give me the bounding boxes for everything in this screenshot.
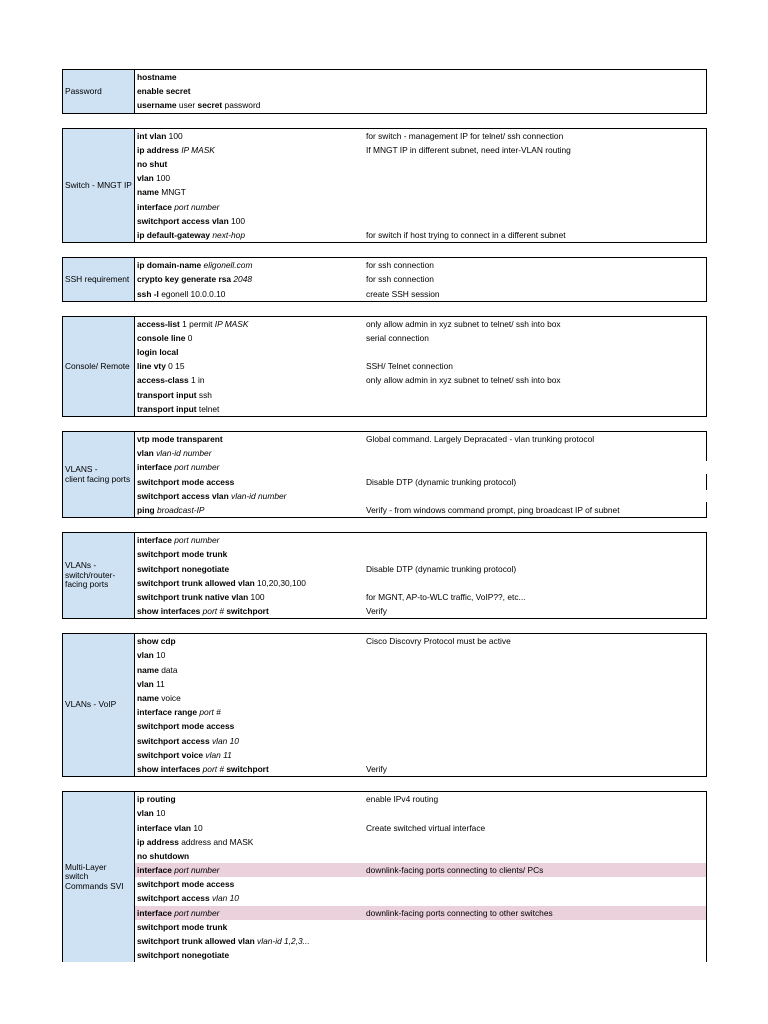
command-cell — [135, 361, 366, 371]
note-cell: Cisco Discovry Protocol must be active — [366, 636, 511, 647]
command-keyword: vtp mode transparent — [137, 434, 223, 445]
command-cell — [135, 260, 366, 270]
section-label-text: VLANS - client facing ports — [65, 464, 131, 484]
command-argument: egonell 10.0.0.10 — [158, 288, 226, 299]
command-argument: port number — [171, 535, 220, 546]
table-row — [135, 877, 706, 891]
command-keyword: switchport access — [137, 735, 210, 746]
command-argument: eligonell.com — [201, 260, 253, 271]
command-keyword: switchport trunk native vlan — [137, 591, 249, 602]
command-cell — [135, 333, 366, 343]
section-label — [63, 317, 135, 416]
table-row — [135, 489, 706, 503]
command-cell — [135, 289, 366, 299]
table-row — [135, 402, 706, 416]
table-row — [135, 98, 706, 112]
section-label-text: SSH requirement — [65, 273, 130, 284]
command-cell — [135, 230, 366, 240]
command-keyword: interface vlan — [137, 822, 191, 833]
command-argument: address and MASK — [178, 836, 254, 847]
table-row — [135, 762, 706, 776]
command-cell — [135, 564, 366, 574]
note-cell: downlink-facing ports connecting to clients/ PCs — [366, 865, 544, 876]
note-cell: create SSH session — [366, 288, 440, 299]
command-keyword: ssh -l — [137, 288, 159, 299]
command-keyword: interface range — [137, 707, 198, 718]
table-row — [135, 460, 706, 474]
command-keyword: interface — [137, 462, 172, 473]
command-cell — [135, 650, 366, 660]
command-argument: port # — [200, 606, 225, 617]
command-keyword: vlan — [137, 678, 154, 689]
section-label — [63, 792, 135, 962]
table-row — [135, 748, 706, 762]
table-row — [135, 934, 706, 948]
command-keyword: switchport mode trunk — [137, 549, 228, 560]
command-keyword: name — [137, 693, 159, 704]
section-label — [63, 432, 135, 517]
command-cell — [135, 837, 366, 847]
command-cell — [135, 131, 366, 141]
section-3 — [62, 316, 707, 417]
table-row — [135, 863, 706, 877]
command-keyword: interface — [137, 535, 172, 546]
table-row — [135, 691, 706, 705]
command-keyword: vlan — [137, 650, 154, 661]
command-keyword: interface — [137, 201, 172, 212]
command-keyword: switchport mode access — [137, 879, 235, 890]
command-keyword: name — [137, 664, 159, 675]
command-keyword: switchport nonegotiate — [137, 950, 230, 961]
command-cell — [135, 375, 366, 385]
command-cell — [135, 477, 366, 487]
command-keyword: ip domain-name — [137, 260, 202, 271]
note-cell: for ssh connection — [366, 260, 434, 271]
command-argument: telnet — [196, 403, 220, 414]
table-row — [135, 835, 706, 849]
command-argument: 10 — [153, 808, 166, 819]
command-argument: 100 — [228, 215, 246, 226]
command-argument: 10 — [153, 650, 166, 661]
command-keyword: switchport voice — [137, 749, 204, 760]
note-cell: Verify - from windows command prompt, ping broadcast IP of subnet — [366, 504, 620, 515]
command-cell — [135, 851, 366, 861]
command-keyword: interface — [137, 907, 172, 918]
table-row — [135, 590, 706, 604]
note-cell: for switch if host trying to connect in a different subnet — [366, 229, 566, 240]
command-argument: 0 15 — [165, 361, 185, 372]
command-cell — [135, 750, 366, 760]
table-row — [135, 849, 706, 863]
command-argument: 100 — [153, 173, 171, 184]
table-row — [135, 576, 706, 590]
command-keyword: vlan — [137, 448, 154, 459]
command-keyword: switchport mode trunk — [137, 921, 228, 932]
command-cell — [135, 665, 366, 675]
note-cell: SSH/ Telnet connection — [366, 361, 453, 372]
note-cell: Disable DTP (dynamic trunking protocol) — [366, 563, 517, 574]
command-argument: broadcast-IP — [154, 504, 205, 515]
note-cell: for MGNT, AP-to-WLC traffic, VoIP??, etc... — [366, 591, 526, 602]
section-label-text: VLANs - switch/router- facing ports — [65, 560, 116, 590]
command-cell — [135, 216, 366, 226]
command-keyword: switchport mode access — [137, 721, 235, 732]
command-cell — [135, 100, 366, 110]
section-4 — [62, 431, 707, 518]
command-cell — [135, 736, 366, 746]
table-row — [135, 317, 706, 331]
command-keyword: hostname — [137, 72, 177, 83]
command-cell — [135, 86, 366, 96]
section-7 — [62, 791, 707, 962]
command-cell — [135, 893, 366, 903]
command-argument: next-hop — [210, 229, 245, 240]
command-cell — [135, 448, 366, 458]
section-label — [63, 258, 135, 301]
table-row — [135, 185, 706, 199]
command-keyword: ip address — [137, 144, 179, 155]
command-cell — [135, 707, 366, 717]
table-row — [135, 157, 706, 171]
command-argument: vlan-id 1,2,3... — [254, 936, 310, 947]
table-row — [135, 228, 706, 242]
table-row — [135, 677, 706, 691]
section-label-text: Switch - MNGT IP — [65, 179, 132, 190]
command-argument: user — [176, 100, 198, 111]
note-cell: only allow admin in xyz subnet to telnet/ ssh into box — [366, 318, 561, 329]
table-row — [135, 634, 706, 648]
command-cell — [135, 173, 366, 183]
note-cell: serial connection — [366, 332, 429, 343]
note-cell: enable IPv4 routing — [366, 794, 439, 805]
command-cell — [135, 823, 366, 833]
command-argument: port number — [171, 865, 220, 876]
command-keyword: show interfaces — [137, 763, 201, 774]
command-argument: 100 — [166, 130, 183, 141]
command-keyword: ip routing — [137, 794, 176, 805]
command-keyword: switchport access vlan — [137, 490, 229, 501]
table-row — [135, 258, 706, 272]
command-argument: vlan 10 — [209, 735, 239, 746]
command-argument: IP MASK — [178, 144, 215, 155]
table-row — [135, 561, 706, 575]
section-label — [63, 129, 135, 243]
command-keyword: name — [137, 187, 159, 198]
command-cell — [135, 908, 366, 918]
section-0 — [62, 69, 707, 114]
command-keyword: line vty — [137, 361, 166, 372]
command-keyword: switchport access — [137, 893, 210, 904]
table-row — [135, 129, 706, 143]
table-row — [135, 734, 706, 748]
command-cell — [135, 462, 366, 472]
table-row — [135, 446, 706, 460]
command-argument: vlan-id number — [228, 490, 287, 501]
table-row — [135, 891, 706, 905]
note-cell: Verify — [366, 606, 387, 617]
command-keyword: crypto key generate rsa — [137, 274, 232, 285]
section-label — [63, 533, 135, 618]
command-argument: 10 — [191, 822, 203, 833]
section-label-text: Console/ Remote — [65, 360, 130, 371]
command-keyword: switchport mode access — [137, 476, 235, 487]
command-argument: 1 in — [188, 375, 205, 386]
table-row — [135, 70, 706, 84]
command-argument: 10,20,30,100 — [254, 577, 306, 588]
command-cell — [135, 578, 366, 588]
command-cell — [135, 936, 366, 946]
table-row — [135, 345, 706, 359]
command-argument: port number — [171, 201, 220, 212]
command-cell — [135, 505, 366, 515]
command-argument: vlan-id number — [153, 448, 212, 459]
table-row — [135, 719, 706, 733]
table-row — [135, 705, 706, 719]
command-keyword: console line — [137, 332, 186, 343]
command-cell — [135, 404, 366, 414]
table-row — [135, 171, 706, 185]
command-keyword: no shut — [137, 159, 168, 170]
table-row — [135, 475, 706, 489]
section-label-text: VLANs - VoIP — [65, 699, 117, 710]
table-row — [135, 286, 706, 300]
command-cell — [135, 679, 366, 689]
command-argument: 100 — [248, 591, 265, 602]
command-cell — [135, 549, 366, 559]
command-argument: vlan 11 — [203, 749, 232, 760]
command-cell — [135, 145, 366, 155]
command-keyword: ip default-gateway — [137, 229, 211, 240]
section-label-text: Multi-Layer switch Commands SVI — [65, 861, 124, 891]
command-cell — [135, 535, 366, 545]
note-cell: only allow admin in xyz subnet to telnet/ ssh into box — [366, 375, 561, 386]
command-keyword: switchport — [224, 606, 269, 617]
command-cell — [135, 606, 366, 616]
command-keyword: switchport trunk allowed vlan — [137, 936, 255, 947]
note-cell: Create switched virtual interface — [366, 822, 486, 833]
command-cell — [135, 274, 366, 284]
table-row — [135, 948, 706, 962]
command-argument: vlan 10 — [209, 893, 239, 904]
command-keyword: access-list — [137, 318, 180, 329]
command-cell — [135, 879, 366, 889]
section-5 — [62, 532, 707, 619]
command-cell — [135, 794, 366, 804]
command-argument: IP MASK — [214, 318, 249, 329]
table-row — [135, 906, 706, 920]
section-2 — [62, 257, 707, 302]
cheat-sheet-table — [62, 69, 707, 962]
command-keyword: login local — [137, 347, 179, 358]
command-argument: port # — [197, 707, 221, 718]
table-row — [135, 143, 706, 157]
command-keyword: vlan — [137, 173, 154, 184]
table-row — [135, 200, 706, 214]
command-keyword: vlan — [137, 808, 154, 819]
command-cell — [135, 950, 366, 960]
command-cell — [135, 693, 366, 703]
table-row — [135, 373, 706, 387]
table-row — [135, 820, 706, 834]
command-cell — [135, 721, 366, 731]
command-cell — [135, 592, 366, 602]
table-row — [135, 920, 706, 934]
note-cell: Disable DTP (dynamic trunking protocol) — [366, 476, 517, 487]
command-keyword: show interfaces — [137, 606, 201, 617]
command-argument: MNGT — [158, 187, 186, 198]
command-keyword: no shutdown — [137, 850, 190, 861]
command-cell — [135, 202, 366, 212]
command-cell — [135, 808, 366, 818]
note-cell: If MNGT IP in different subnet, need inter-VLAN routing — [366, 144, 571, 155]
command-argument: 1 permit — [179, 318, 215, 329]
command-argument: port number — [171, 907, 220, 918]
command-keyword: interface — [137, 865, 172, 876]
command-keyword: int vlan — [137, 130, 167, 141]
command-argument: 11 — [153, 678, 165, 689]
command-cell — [135, 390, 366, 400]
table-row — [135, 272, 706, 286]
border-gap — [705, 461, 707, 473]
command-keyword: switchport — [224, 763, 269, 774]
command-keyword: transport input — [137, 403, 197, 414]
command-cell — [135, 72, 366, 82]
command-keyword: switchport nonegotiate — [137, 563, 230, 574]
table-row — [135, 547, 706, 561]
command-argument: password — [222, 100, 261, 111]
table-row — [135, 432, 706, 446]
section-6 — [62, 633, 707, 777]
command-keyword: switchport trunk allowed vlan — [137, 577, 255, 588]
command-argument: ssh — [196, 389, 212, 400]
note-cell: downlink-facing ports connecting to other switches — [366, 907, 553, 918]
section-1 — [62, 128, 707, 244]
table-row — [135, 604, 706, 618]
command-keyword: ip address — [137, 836, 179, 847]
command-cell — [135, 434, 366, 444]
note-cell: for ssh connection — [366, 274, 434, 285]
table-row — [135, 503, 706, 517]
command-argument: 2048 — [231, 274, 253, 285]
command-keyword: show cdp — [137, 636, 176, 647]
table-row — [135, 533, 706, 547]
command-cell — [135, 865, 366, 875]
command-keyword: username — [137, 100, 177, 111]
command-argument: port # — [200, 763, 225, 774]
command-cell — [135, 347, 366, 357]
border-gap — [705, 490, 707, 502]
section-label — [63, 634, 135, 776]
command-argument: 0 — [185, 332, 193, 343]
table-row — [135, 806, 706, 820]
table-row — [135, 388, 706, 402]
note-cell: Verify — [366, 763, 387, 774]
command-cell — [135, 319, 366, 329]
command-keyword: enable secret — [137, 86, 191, 97]
command-keyword: secret — [197, 100, 223, 111]
command-keyword: switchport access vlan — [137, 215, 229, 226]
section-label-text: Password — [65, 85, 102, 96]
section-label — [63, 70, 135, 113]
table-row — [135, 648, 706, 662]
note-cell: for switch - management IP for telnet/ ssh connection — [366, 130, 564, 141]
command-argument: port number — [171, 462, 220, 473]
command-argument: data — [158, 664, 178, 675]
command-keyword: ping — [137, 504, 155, 515]
table-row — [135, 663, 706, 677]
command-cell — [135, 159, 366, 169]
table-row — [135, 792, 706, 806]
command-cell — [135, 491, 366, 501]
table-row — [135, 331, 706, 345]
note-cell: Global command. Largely Depracated - vlan trunking protocol — [366, 434, 595, 445]
command-keyword: transport input — [137, 389, 197, 400]
table-row — [135, 214, 706, 228]
command-keyword: access-class — [137, 375, 189, 386]
table-row — [135, 84, 706, 98]
table-row — [135, 359, 706, 373]
command-cell — [135, 636, 366, 646]
command-cell — [135, 187, 366, 197]
command-cell — [135, 922, 366, 932]
command-argument: voice — [158, 693, 181, 704]
command-cell — [135, 764, 366, 774]
